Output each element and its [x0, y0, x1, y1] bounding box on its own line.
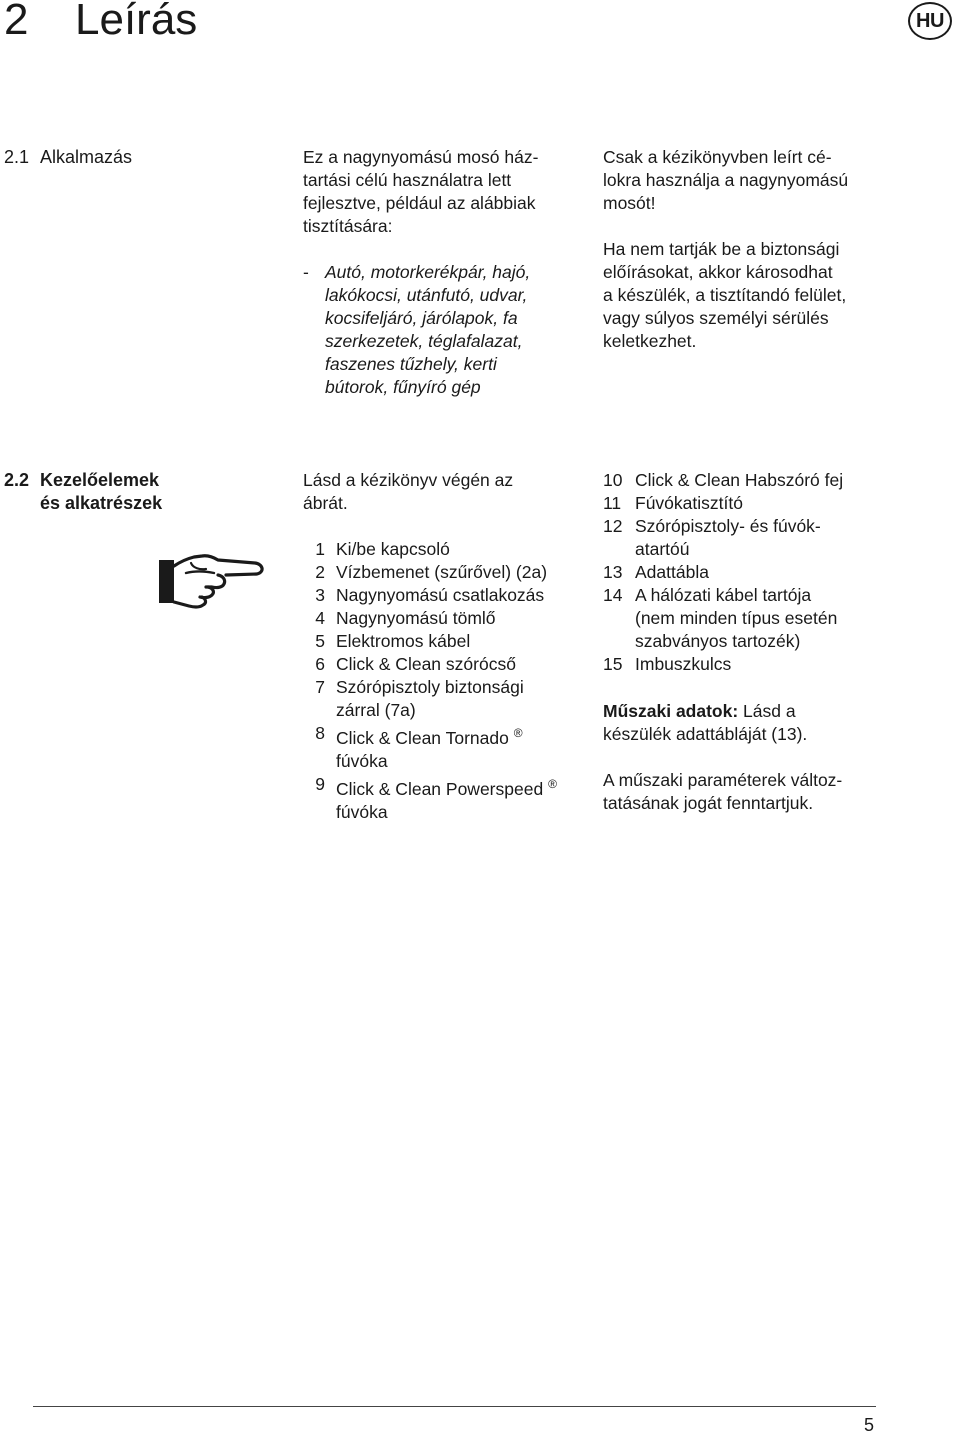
technical-data-text: Lásd a — [738, 701, 796, 721]
warning-line: Csak a kézikönyvben leírt cé- — [603, 147, 832, 167]
see-line: ábrát. — [303, 493, 348, 513]
risk-line: Ha nem tartják be a biztonsági — [603, 239, 840, 259]
list-item — [303, 607, 588, 630]
item-number: 5 — [315, 631, 325, 651]
list-item — [603, 584, 903, 653]
item-number: 15 — [603, 654, 623, 674]
bullet-line: faszenes tűzhely, kerti — [325, 354, 497, 374]
section-heading-kezeloelemek — [4, 469, 162, 515]
list-item — [603, 561, 903, 584]
language-badge: HU — [908, 2, 952, 40]
intro-line: fejlesztve, például az alábbiak — [303, 193, 536, 213]
item-text: Click & Clean szórócső — [336, 654, 516, 674]
item-number: 11 — [603, 493, 622, 513]
item-text: Elektromos kábel — [336, 631, 471, 651]
item-text: Fúvókatisztító — [635, 493, 743, 513]
list-item — [303, 561, 588, 584]
item-text: Click & Clean Powerspeed ® fúvóka — [336, 776, 557, 822]
registered-mark: ® — [548, 776, 557, 791]
section-number: 2.1 — [4, 147, 30, 167]
list-item — [603, 653, 903, 676]
usage-examples-list — [303, 261, 583, 399]
item-text: A hálózati kábel tartója (nem minden típus esetén szabványos tartozék) — [635, 585, 838, 651]
item-number: 6 — [315, 654, 325, 674]
item-text: Szórópisztoly- és fúvók- atartóú — [635, 516, 821, 559]
item-text: Szórópisztoly biztonsági zárral (7a) — [336, 677, 524, 720]
usage-intro — [303, 146, 578, 238]
pointing-hand-icon — [156, 553, 268, 611]
item-text: Click & Clean Habszóró fej — [635, 470, 844, 490]
item-number: 12 — [603, 516, 623, 536]
section-title: Alkalmazás — [40, 147, 133, 167]
intro-line: tartási célú használatra lett — [303, 170, 512, 190]
item-text: Adattábla — [635, 562, 709, 582]
intro-line: tisztítására: — [303, 216, 393, 236]
parts-list-right — [603, 469, 903, 676]
list-item — [303, 261, 583, 399]
see-line: Lásd a kézikönyv végén az — [303, 470, 514, 490]
item-number: 2 — [315, 562, 325, 582]
reservation-line: A műszaki paraméterek változ- — [603, 770, 843, 790]
item-number: 8 — [315, 723, 325, 743]
section-title-line: és alkatrészek — [40, 493, 163, 513]
item-number: 9 — [315, 773, 325, 794]
risk-line: a készülék, a tisztítandó felület, — [603, 285, 847, 305]
item-number: 7 — [315, 677, 325, 697]
intro-line: Ez a nagynyomású mosó ház- — [303, 147, 539, 167]
bullet-line: Autó, motorkerékpár, hajó, — [325, 262, 531, 282]
list-item — [303, 630, 588, 653]
bullet-line: lakókocsi, utánfutó, udvar, — [325, 285, 528, 305]
list-item — [603, 515, 903, 561]
page-number: 5 — [864, 1415, 875, 1435]
item-number: 4 — [315, 608, 325, 628]
section-title-line: Kezelőelemek — [40, 470, 160, 490]
usage-warning — [603, 146, 893, 215]
item-text: Vízbemenet (szűrővel) (2a) — [336, 562, 548, 582]
registered-mark: ® — [513, 726, 523, 740]
technical-data-text: készülék adattábláját (13). — [603, 724, 808, 744]
bullet-line: bútorok, fűnyíró gép — [325, 377, 481, 397]
parts-list-left — [303, 538, 588, 824]
item-text: Ki/be kapcsoló — [336, 539, 450, 559]
technical-data-label: Műszaki adatok: — [603, 701, 739, 721]
section-number: 2.2 — [4, 470, 30, 490]
list-item — [303, 676, 588, 722]
footer-divider — [33, 1406, 876, 1407]
bullet-line: szerkezetek, téglafalazat, — [325, 331, 523, 351]
list-item — [303, 722, 588, 773]
safety-risk-note — [603, 238, 893, 353]
risk-line: előírásokat, akkor károsodhat — [603, 262, 833, 282]
item-text: Nagynyomású csatlakozás — [336, 585, 545, 605]
list-item — [603, 469, 903, 492]
warning-line: lokra használja a nagynyomású — [603, 170, 849, 190]
chapter-title: Leírás — [75, 0, 198, 44]
list-item — [303, 538, 588, 561]
risk-line: keletkezhet. — [603, 331, 697, 351]
item-text: Click & Clean Tornado ® fúvóka — [336, 726, 523, 771]
list-item — [603, 492, 903, 515]
item-text: Nagynyomású tömlő — [336, 608, 496, 628]
technical-data-note — [603, 700, 903, 746]
risk-line: vagy súlyos személyi sérülés — [603, 308, 829, 328]
see-figure-note — [303, 469, 583, 515]
item-number: 1 — [315, 539, 325, 559]
bullet-dash: - — [303, 262, 309, 282]
reservation-note — [603, 769, 903, 815]
item-number: 3 — [315, 585, 325, 605]
bullet-line: kocsifeljáró, járólapok, fa — [325, 308, 518, 328]
chapter-number: 2 — [4, 0, 29, 44]
item-number: 13 — [603, 562, 623, 582]
item-number: 14 — [603, 585, 623, 605]
section-heading-alkalmazas — [4, 146, 132, 169]
list-item — [303, 653, 588, 676]
item-text: Imbuszkulcs — [635, 654, 732, 674]
item-number: 10 — [603, 470, 623, 490]
reservation-line: tatásának jogát fenntartjuk. — [603, 793, 814, 813]
warning-line: mosót! — [603, 193, 656, 213]
list-item — [303, 773, 588, 824]
list-item — [303, 584, 588, 607]
